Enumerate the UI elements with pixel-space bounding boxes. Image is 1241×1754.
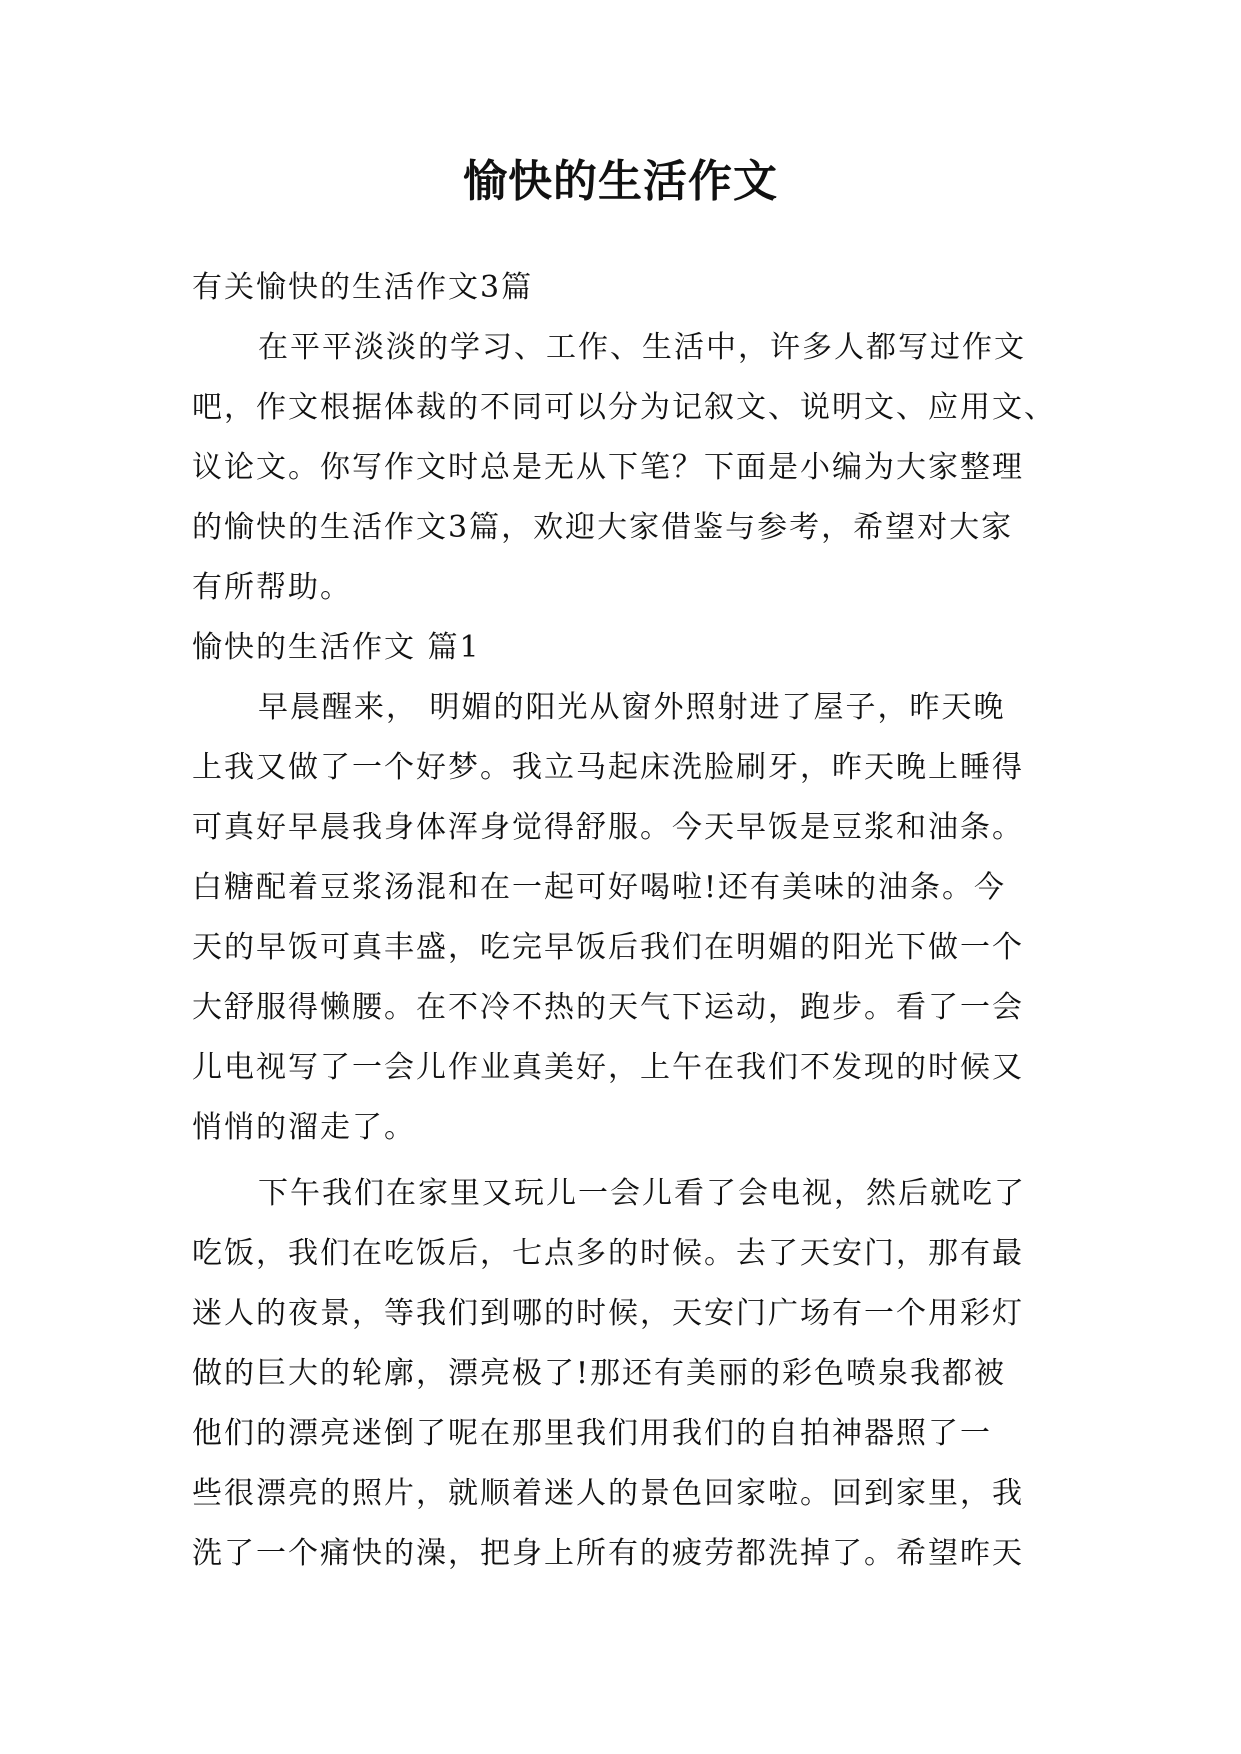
paragraph2-line: 吃饭，我们在吃饭后，七点多的时候。去了天安门，那有最 xyxy=(192,1236,1024,1271)
document-title: 愉快的生活作文 xyxy=(463,156,778,207)
paragraph1-line: 悄悄的溜走了。 xyxy=(192,1110,416,1145)
paragraph1-line: 白糖配着豆浆汤混和在一起可好喝啦!还有美味的油条。今 xyxy=(192,870,1007,905)
section-heading: 愉快的生活作文 篇1 xyxy=(192,630,481,665)
subtitle: 有关愉快的生活作文3篇 xyxy=(192,270,534,305)
intro-line: 议论文。你写作文时总是无从下笔？下面是小编为大家整理 xyxy=(192,450,1024,485)
paragraph1-line: 早晨醒来， 明媚的阳光从窗外照射进了屋子，昨天晚 xyxy=(258,690,1006,725)
paragraph1-line: 可真好早晨我身体浑身觉得舒服。今天早饭是豆浆和油条。 xyxy=(192,810,1024,845)
intro-line: 有所帮助。 xyxy=(192,570,352,605)
intro-line: 在平平淡淡的学习、工作、生活中，许多人都写过作文 xyxy=(258,330,1026,365)
paragraph2-line: 迷人的夜景，等我们到哪的时候，天安门广场有一个用彩灯 xyxy=(192,1296,1024,1331)
paragraph2-line: 洗了一个痛快的澡，把身上所有的疲劳都洗掉了。希望昨天 xyxy=(192,1536,1024,1571)
paragraph1-line: 上我又做了一个好梦。我立马起床洗脸刷牙，昨天晚上睡得 xyxy=(192,750,1024,785)
paragraph1-line: 儿电视写了一会儿作业真美好，上午在我们不发现的时候又 xyxy=(192,1050,1024,1085)
document-body xyxy=(192,258,1072,1584)
paragraph1-line: 大舒服得懒腰。在不冷不热的天气下运动，跑步。看了一会 xyxy=(192,990,1024,1025)
intro-line: 吧，作文根据体裁的不同可以分为记叙文、说明文、应用文、 xyxy=(192,390,1056,425)
paragraph2-line: 做的巨大的轮廓，漂亮极了!那还有美丽的彩色喷泉我都被 xyxy=(192,1356,1007,1391)
intro-line: 的愉快的生活作文3篇，欢迎大家借鉴与参考，希望对大家 xyxy=(192,510,1014,545)
paragraph2-line: 下午我们在家里又玩儿一会儿看了会电视，然后就吃了 xyxy=(258,1176,1026,1211)
paragraph2-line: 些很漂亮的照片，就顺着迷人的景色回家啦。回到家里，我 xyxy=(192,1476,1024,1511)
paragraph2-line: 他们的漂亮迷倒了呢在那里我们用我们的自拍神器照了一 xyxy=(192,1416,992,1451)
paragraph1-line: 天的早饭可真丰盛，吃完早饭后我们在明媚的阳光下做一个 xyxy=(192,930,1024,965)
